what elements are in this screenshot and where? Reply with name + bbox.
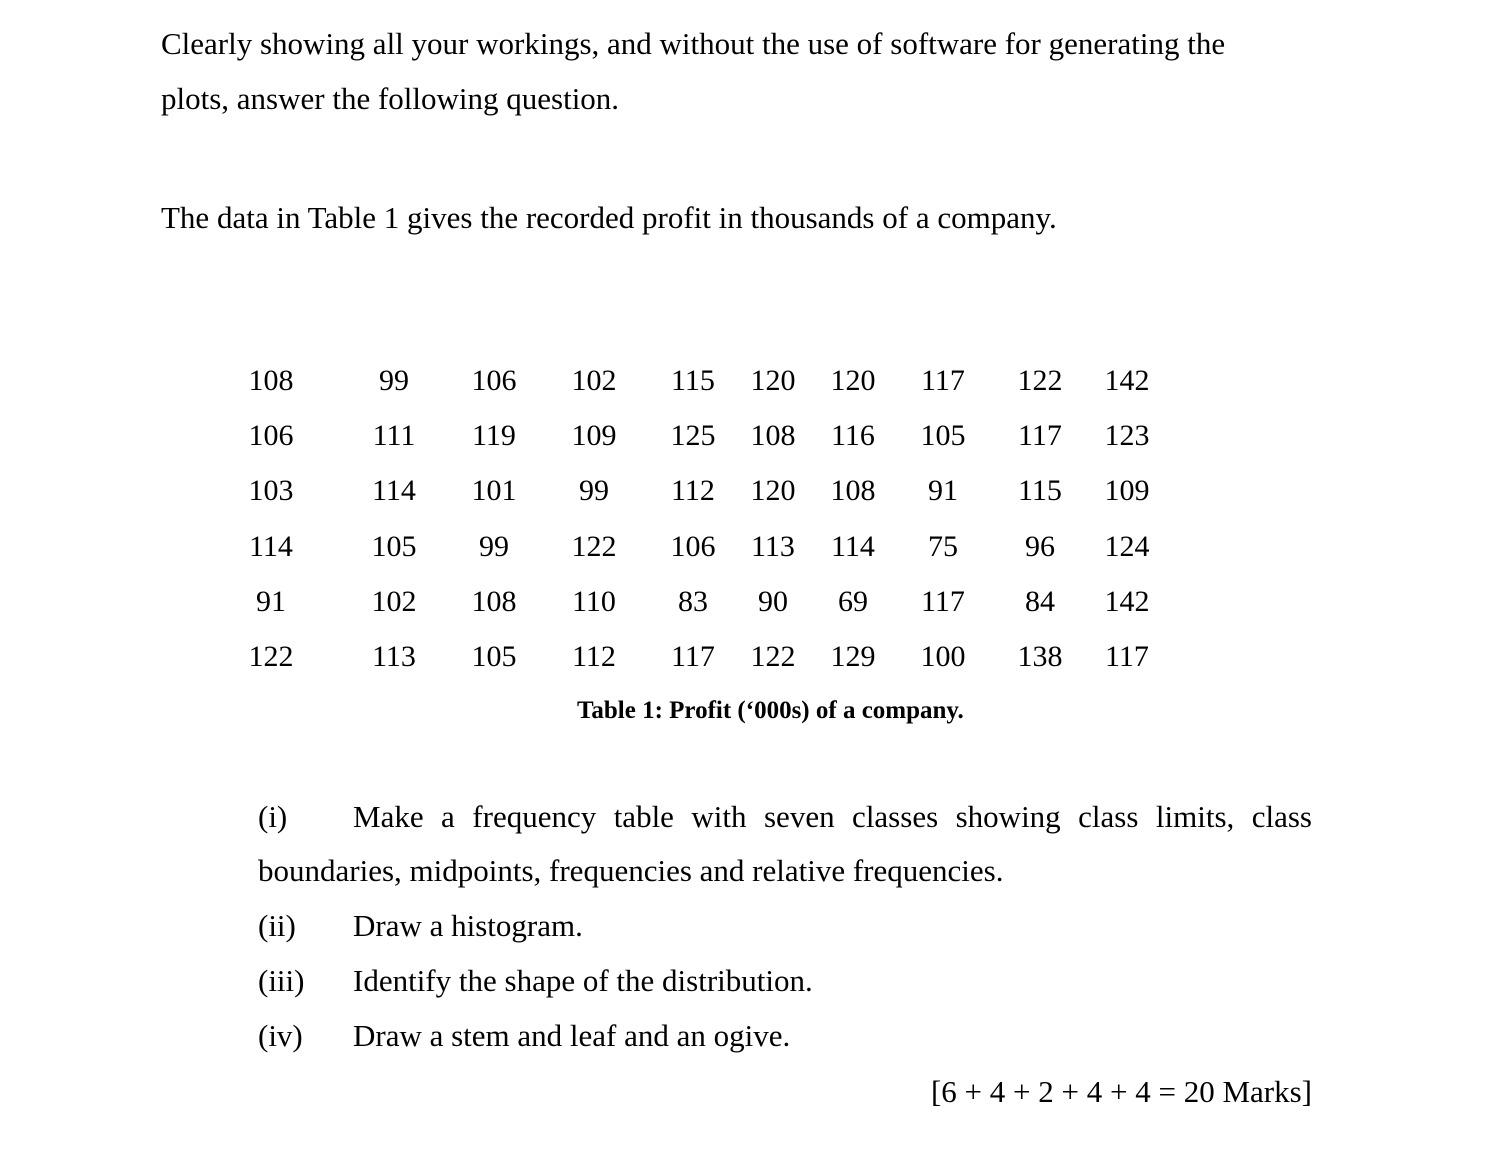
table-cell: 114 bbox=[249, 530, 293, 563]
data-sentence: The data in Table 1 gives the recorded profit in thousands of a company. bbox=[161, 200, 1057, 235]
marks-allocation: [6 + 4 + 2 + 4 + 4 = 20 Marks] bbox=[930, 1074, 1312, 1109]
table-cell: 108 bbox=[830, 474, 876, 507]
table-cell: 122 bbox=[571, 530, 617, 563]
question-number-3: (iii) bbox=[258, 963, 305, 998]
question-2-text: Draw a histogram. bbox=[353, 908, 583, 943]
table-cell: 117 bbox=[921, 585, 965, 618]
table-cell: 112 bbox=[572, 640, 616, 673]
table-cell: 122 bbox=[248, 640, 294, 673]
table-cell: 99 bbox=[479, 530, 509, 563]
table-cell: 117 bbox=[1018, 419, 1062, 452]
table-cell: 117 bbox=[1105, 640, 1149, 673]
table-cell: 122 bbox=[1017, 364, 1063, 397]
table-cell: 120 bbox=[830, 364, 876, 397]
table-cell: 100 bbox=[920, 640, 966, 673]
table-cell: 102 bbox=[571, 364, 617, 397]
table-cell: 109 bbox=[1104, 474, 1150, 507]
table-cell: 103 bbox=[248, 474, 294, 507]
table-cell: 122 bbox=[750, 640, 796, 673]
table-caption: Table 1: Profit (‘000s) of a company. bbox=[577, 697, 964, 724]
table-cell: 106 bbox=[670, 530, 716, 563]
table-cell: 96 bbox=[1025, 530, 1055, 563]
question-3-text: Identify the shape of the distribution. bbox=[353, 963, 813, 998]
table-cell: 83 bbox=[678, 585, 708, 618]
table-cell: 99 bbox=[579, 474, 609, 507]
table-cell: 116 bbox=[831, 419, 875, 452]
table-cell: 108 bbox=[750, 419, 796, 452]
table-cell: 123 bbox=[1104, 419, 1150, 452]
question-number-2: (ii) bbox=[258, 908, 296, 943]
table-cell: 117 bbox=[671, 640, 715, 673]
table-cell: 91 bbox=[928, 474, 958, 507]
table-cell: 111 bbox=[372, 419, 416, 452]
question-1-line-1: Make a frequency table with seven classes showing class limits, class bbox=[353, 799, 1312, 834]
table-cell: 101 bbox=[471, 474, 517, 507]
table-cell: 115 bbox=[1018, 474, 1062, 507]
table-cell: 142 bbox=[1104, 585, 1150, 618]
table-cell: 129 bbox=[830, 640, 876, 673]
table-cell: 110 bbox=[572, 585, 616, 618]
question-4-text: Draw a stem and leaf and an ogive. bbox=[353, 1018, 791, 1053]
table-cell: 105 bbox=[920, 419, 966, 452]
table-cell: 114 bbox=[831, 530, 875, 563]
table-cell: 106 bbox=[248, 419, 294, 452]
question-1-line-2: boundaries, midpoints, frequencies and relative frequencies. bbox=[258, 853, 1004, 888]
table-cell: 99 bbox=[379, 364, 409, 397]
table-cell: 113 bbox=[372, 640, 416, 673]
table-cell: 124 bbox=[1104, 530, 1150, 563]
table-cell: 120 bbox=[750, 474, 796, 507]
table-cell: 105 bbox=[371, 530, 417, 563]
table-cell: 84 bbox=[1025, 585, 1055, 618]
table-cell: 113 bbox=[751, 530, 795, 563]
question-number-4: (iv) bbox=[258, 1018, 303, 1053]
table-cell: 91 bbox=[256, 585, 286, 618]
table-cell: 109 bbox=[571, 419, 617, 452]
intro-line-2: plots, answer the following question. bbox=[161, 81, 620, 116]
table-cell: 114 bbox=[372, 474, 416, 507]
table-cell: 120 bbox=[750, 364, 796, 397]
table-cell: 105 bbox=[471, 640, 517, 673]
table-cell: 108 bbox=[248, 364, 294, 397]
table-cell: 102 bbox=[371, 585, 417, 618]
intro-line-1: Clearly showing all your workings, and without the use of software for generating the bbox=[161, 26, 1226, 61]
table-cell: 112 bbox=[671, 474, 715, 507]
table-cell: 108 bbox=[471, 585, 517, 618]
question-number-1: (i) bbox=[258, 799, 288, 834]
table-cell: 115 bbox=[671, 364, 715, 397]
table-cell: 119 bbox=[472, 419, 516, 452]
table-cell: 142 bbox=[1104, 364, 1150, 397]
table-cell: 138 bbox=[1017, 640, 1063, 673]
table-cell: 69 bbox=[838, 585, 868, 618]
table-cell: 125 bbox=[670, 419, 716, 452]
table-cell: 90 bbox=[758, 585, 788, 618]
table-cell: 117 bbox=[921, 364, 965, 397]
table-cell: 106 bbox=[471, 364, 517, 397]
table-cell: 75 bbox=[928, 530, 958, 563]
